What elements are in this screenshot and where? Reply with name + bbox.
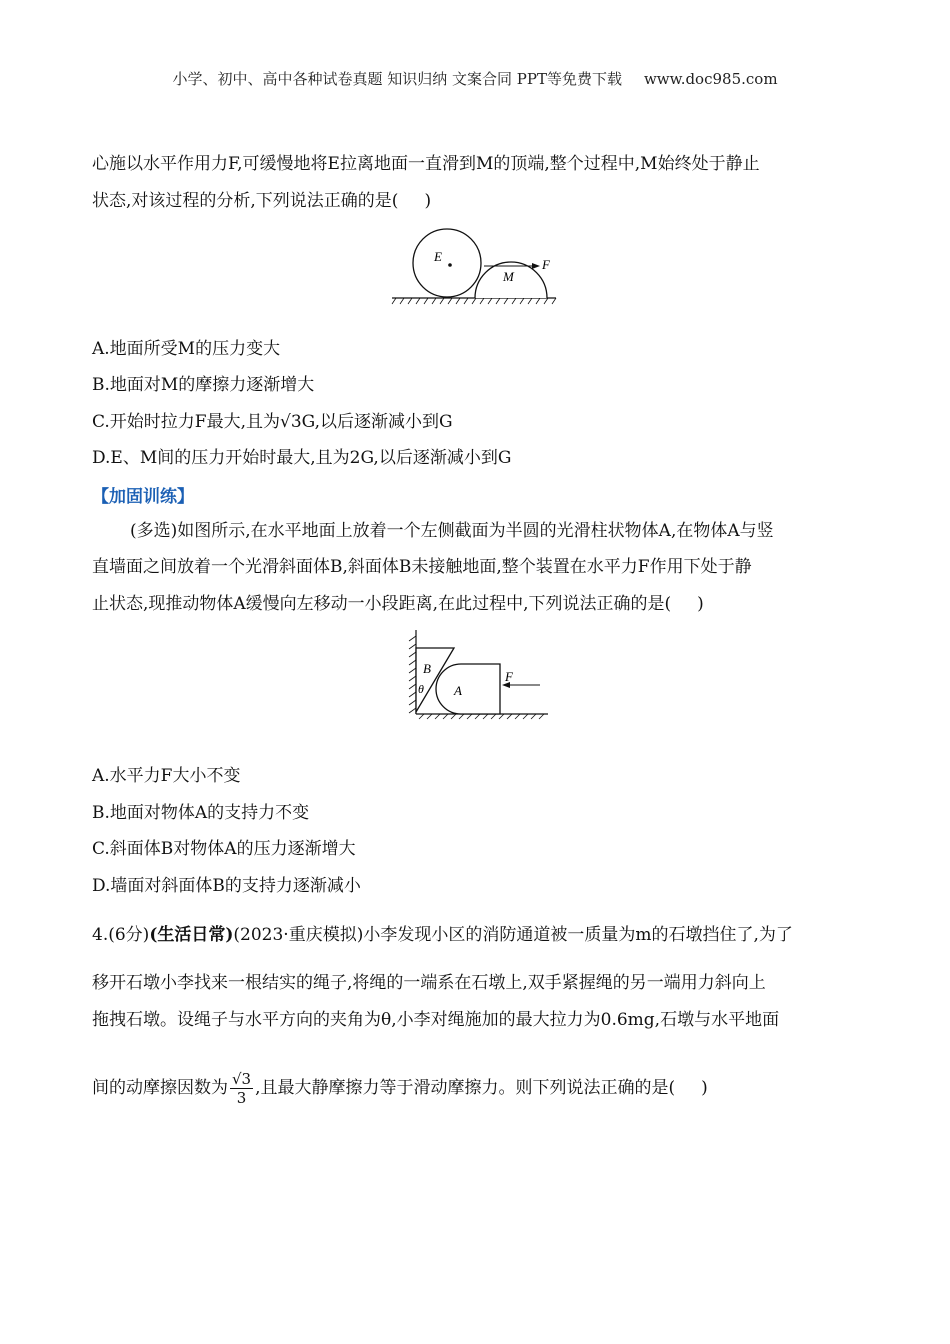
label-theta: θ [418, 682, 424, 696]
q4-line-3: 拖拽石墩。设绳子与水平方向的夹角为θ,小李对绳施加的最大拉力为0.6mg,石墩与水平地面 [92, 1010, 780, 1030]
reinforce-option-b: B.地面对物体A的支持力不变 [92, 803, 310, 823]
figure-wedge-block [404, 628, 554, 720]
reinforce-line-2: 直墙面之间放着一个光滑斜面体B,斜面体B未接触地面,整个装置在水平力F作用下处于静 [92, 557, 752, 577]
q3-option-b: B.地面对M的摩擦力逐渐增大 [92, 375, 315, 395]
label-E: E [434, 249, 442, 264]
q4-line-1-text: (2023·重庆模拟)小李发现小区的消防通道被一质量为m的石墩挡住了,为了 [233, 925, 793, 945]
q3-line-2-text: 状态,对该过程的分析,下列说法正确的是( [92, 191, 399, 211]
reinforce-line-3 [92, 592, 704, 616]
reinforce-line-3-text: 止状态,现推动物体A缓慢向左移动一小段距离,在此过程中,下列说法正确的是( [92, 594, 672, 614]
q4-number: 4.(6分) [92, 925, 150, 945]
q3-option-a: A.地面所受M的压力变大 [92, 339, 281, 359]
label-F: F [505, 669, 513, 684]
q4-line-1 [92, 923, 793, 947]
q3-line-2-close: ) [424, 191, 432, 211]
label-M: M [503, 269, 514, 284]
label-A: A [454, 683, 462, 698]
q3-option-c-math: √3G [280, 412, 315, 432]
reinforce-line-1: (多选)如图所示,在水平地面上放着一个左侧截面为半圆的光滑柱状物体A,在物体A与竖 [130, 521, 774, 541]
q3-option-d: D.E、M间的压力开始时最大,且为2G,以后逐渐减小到G [92, 448, 512, 468]
q4-line-4 [92, 1070, 708, 1107]
header-text: 小学、初中、高中各种试卷真题 知识归纳 文案合同 PPT等免费下载 [172, 70, 622, 88]
reinforce-option-d: D.墙面对斜面体B的支持力逐渐减小 [92, 876, 361, 896]
figure-sphere-semicylinder [390, 225, 560, 305]
q4-line-4-rest: ,且最大静摩擦力等于滑动摩擦力。则下列说法正确的是( [255, 1078, 676, 1098]
q4-line-4-text: 间的动摩擦因数为 [92, 1078, 228, 1098]
q3-option-c [92, 410, 453, 434]
label-B: B [423, 661, 431, 676]
reinforce-title: 【加固训练】 [92, 487, 194, 507]
q3-option-c-rest: ,以后逐渐减小到G [314, 412, 453, 432]
q4-line-4-close: ) [701, 1078, 708, 1098]
q3-line-1: 心施以水平作用力F,可缓慢地将E拉离地面一直滑到M的顶端,整个过程中,M始终处于静止 [92, 154, 760, 174]
fraction-numerator: √3 [232, 1070, 252, 1088]
header-site[interactable]: www.doc985.com [643, 70, 778, 88]
q4-tag: (生活日常) [149, 925, 234, 945]
friction-fraction [230, 1070, 253, 1107]
reinforce-option-c: C.斜面体B对物体A的压力逐渐增大 [92, 839, 356, 859]
sphere-E [413, 229, 481, 297]
reinforce-option-a: A.水平力F大小不变 [92, 766, 241, 786]
q4-line-2: 移开石墩小李找来一根结实的绳子,将绳的一端系在石墩上,双手紧握绳的另一端用力斜向上 [92, 973, 766, 993]
block-A [436, 664, 500, 714]
label-F: F [542, 257, 550, 272]
q3-option-c-text: C.开始时拉力F最大,且为 [92, 412, 281, 432]
fraction-denominator: 3 [236, 1089, 247, 1107]
reinforce-line-3-close: ) [697, 594, 704, 614]
page-header [0, 68, 950, 89]
q3-line-2 [92, 189, 431, 213]
